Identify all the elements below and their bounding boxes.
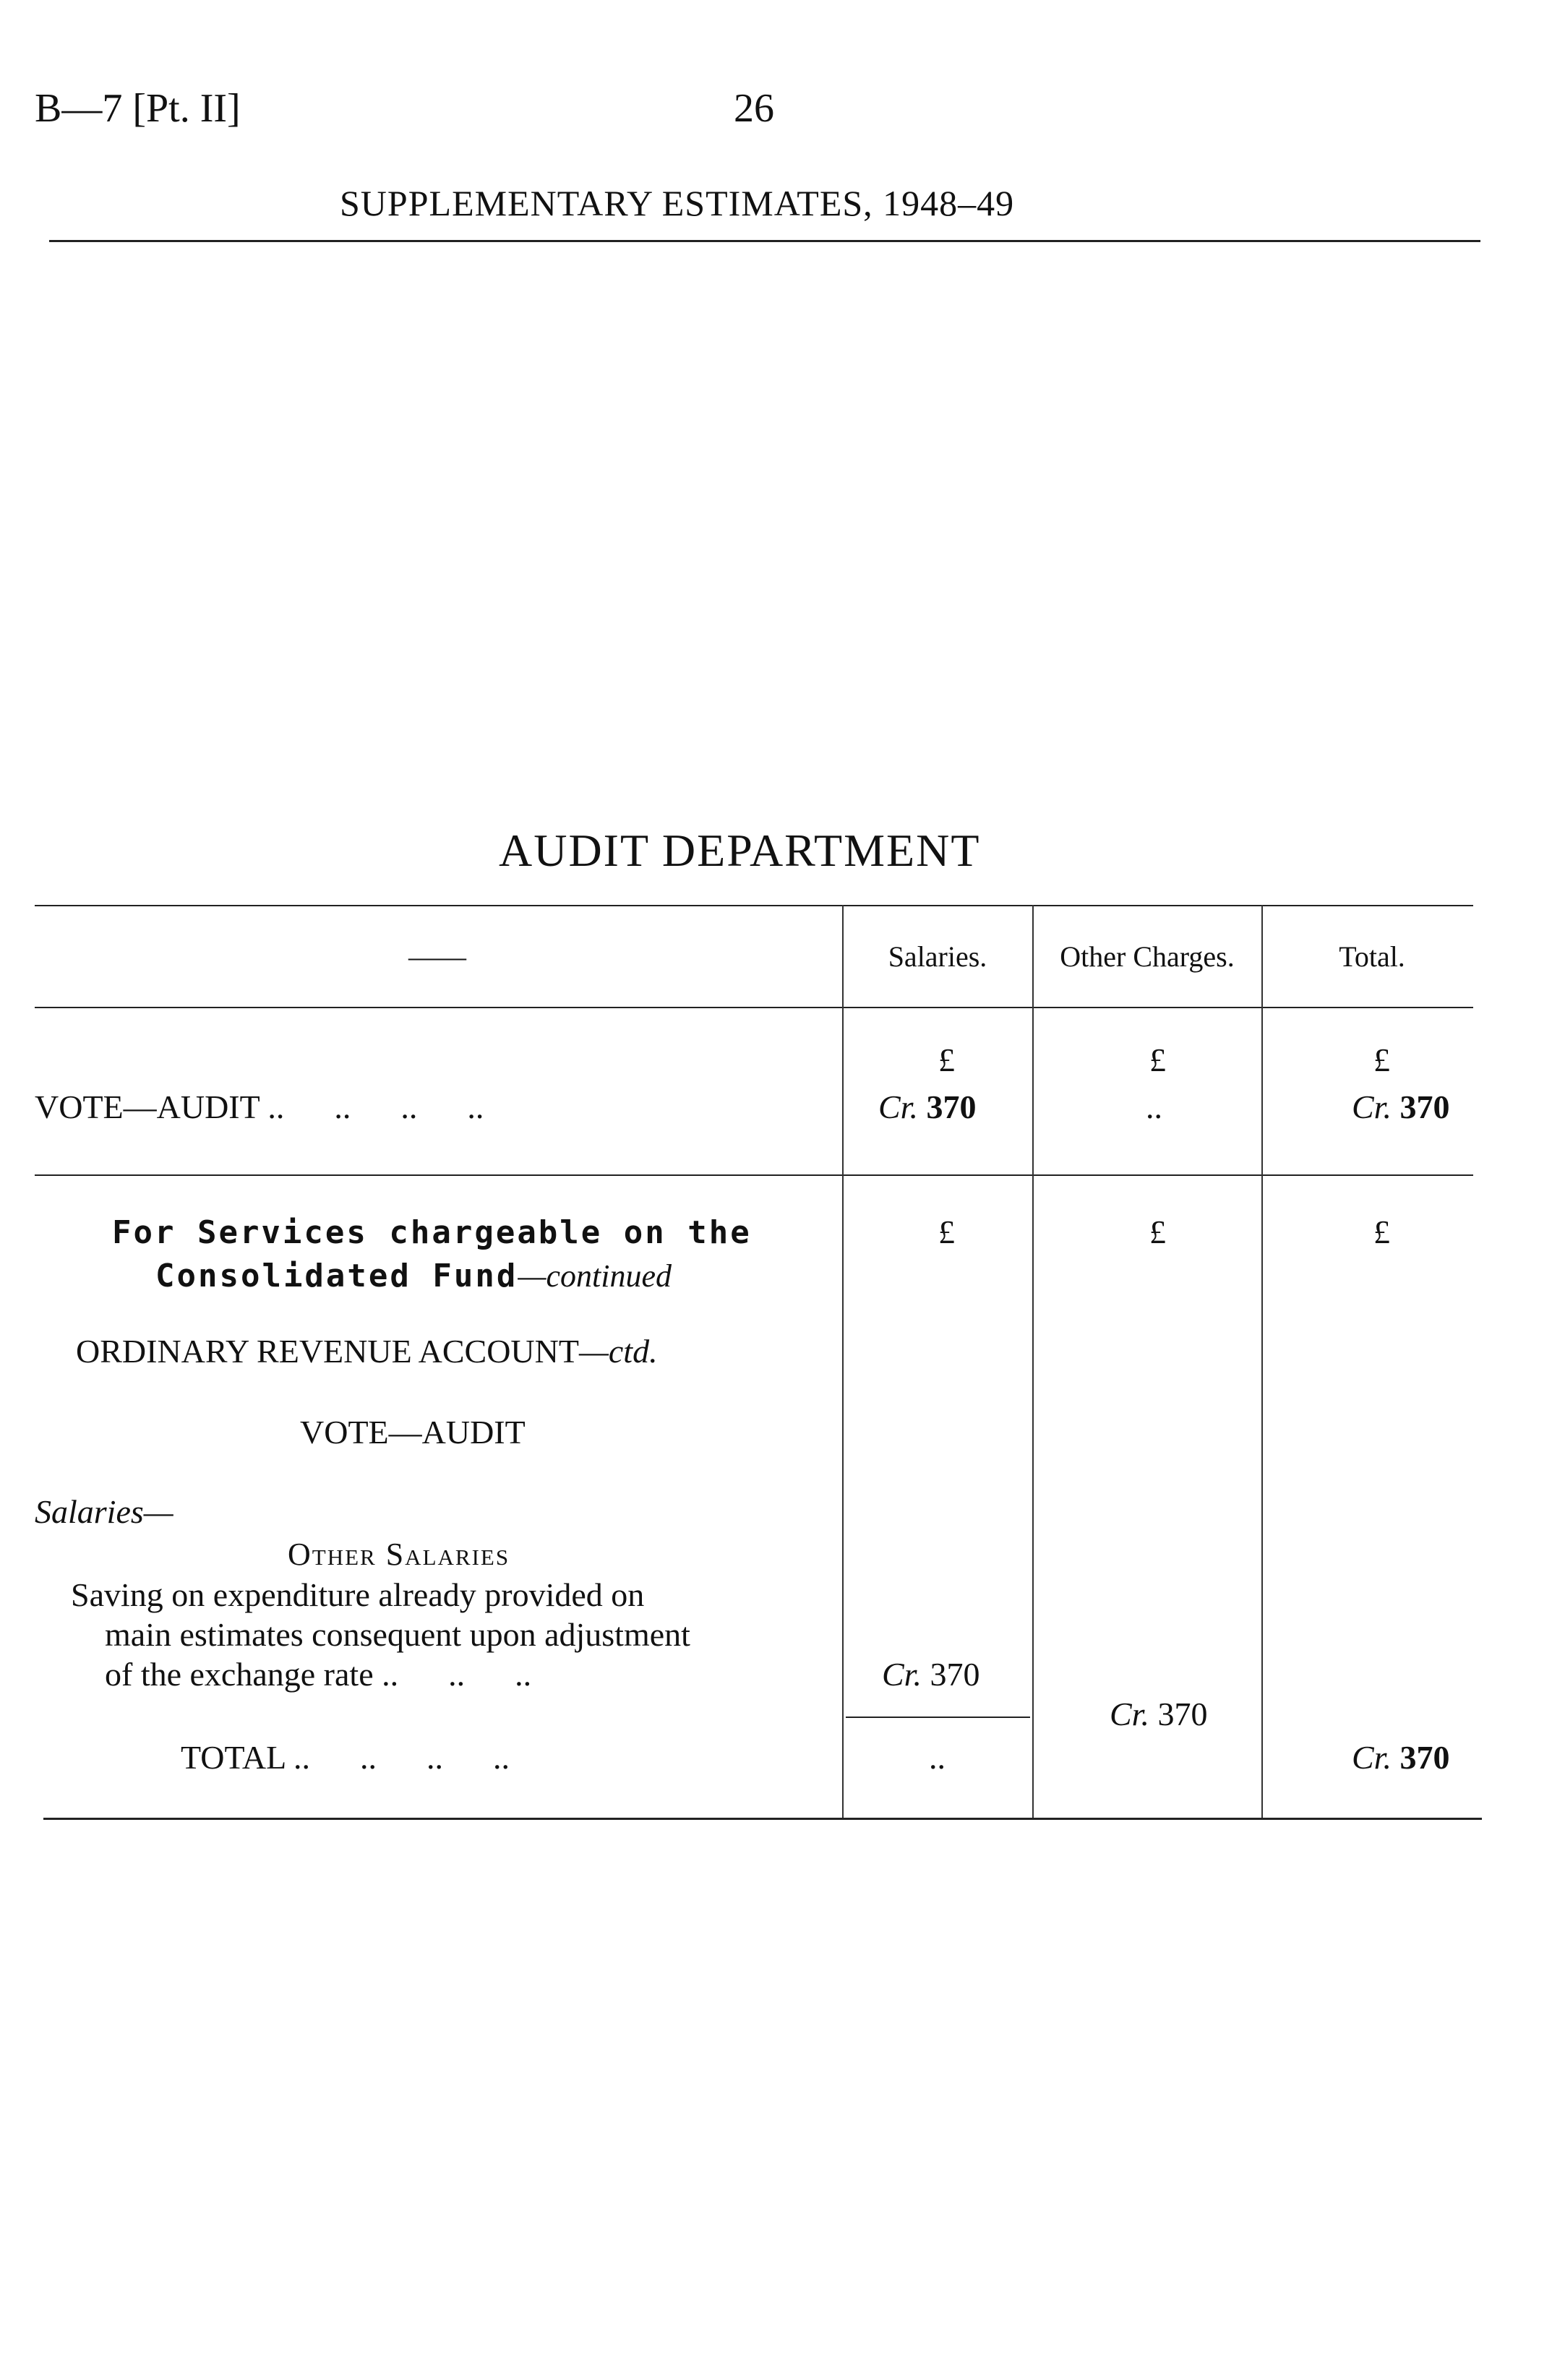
credit-marker: Cr. (878, 1088, 918, 1125)
detail-total-pound-sign: £ (1373, 1213, 1390, 1250)
salaries-subtotal-rule (846, 1717, 1030, 1718)
salaries-subhead: Salaries— (35, 1493, 173, 1530)
document-reference: B—7 [Pt. II] (35, 86, 241, 131)
item-text-line3 (105, 1655, 531, 1693)
salaries-amount: 370 (926, 1088, 977, 1125)
item-text-line3-content: of the exchange rate (105, 1656, 374, 1693)
continued-label: —continued (518, 1258, 672, 1294)
total-label: TOTAL (181, 1739, 286, 1776)
total-column-heading: Total. (1339, 940, 1405, 973)
item-salaries-value (882, 1655, 979, 1693)
dot-leaders: .. .. .. .. (293, 1739, 510, 1776)
table-head-rule (35, 1007, 1473, 1008)
account-ctd: —ctd. (578, 1333, 658, 1370)
summary-vote-label (35, 1088, 484, 1126)
page-number: 26 (734, 86, 774, 131)
dot-leaders: .. .. .. .. (267, 1088, 484, 1125)
summary-total-value (1352, 1088, 1449, 1126)
detail-salaries-pound-sign: £ (938, 1213, 955, 1250)
column-divider-salaries (842, 905, 844, 1818)
consolidated-fund-label: Consolidated Fund (155, 1258, 518, 1294)
other-subtotal-amount: 370 (1157, 1696, 1208, 1732)
vote-audit-label: VOTE—AUDIT (35, 1088, 260, 1125)
total-amount: 370 (1399, 1088, 1450, 1125)
grand-total-value (1352, 1738, 1449, 1777)
detail-other-pound-sign: £ (1149, 1213, 1166, 1250)
item-text-line2: main estimates consequent upon adjustment (105, 1616, 690, 1653)
credit-marker: Cr. (1110, 1696, 1149, 1732)
page-title: SUPPLEMENTARY ESTIMATES, 1948–49 (340, 183, 1015, 223)
services-heading-line1: For Services chargeable on the (112, 1214, 752, 1251)
grand-total-amount: 370 (1399, 1739, 1450, 1776)
header-rule (49, 240, 1480, 242)
item-heading: Other Salaries (288, 1537, 510, 1572)
other-charges-column-heading: Other Charges. (1060, 940, 1235, 973)
table-top-rule (35, 905, 1473, 906)
other-pound-sign: £ (1149, 1041, 1166, 1078)
subhead-label (35, 1492, 173, 1531)
account-name: ORDINARY REVENUE ACCOUNT (76, 1333, 579, 1370)
salaries-column-heading: Salaries. (888, 940, 987, 973)
salaries-pound-sign: £ (938, 1041, 955, 1078)
total-salaries-value: .. (929, 1739, 946, 1776)
credit-marker: Cr. (1352, 1739, 1392, 1776)
total-row-label (181, 1738, 510, 1777)
item-text-line1: Saving on expenditure already provided on (71, 1576, 645, 1613)
dot-leaders: .. .. .. (382, 1656, 532, 1693)
total-pound-sign: £ (1373, 1041, 1390, 1078)
item-salaries-amount: 370 (930, 1656, 980, 1693)
stub-column-heading: —— (408, 940, 466, 973)
vote-heading: VOTE—AUDIT (300, 1414, 526, 1451)
column-divider-other (1032, 905, 1034, 1818)
account-heading (76, 1332, 658, 1370)
table-bottom-rule (43, 1818, 1482, 1820)
section-title: AUDIT DEPARTMENT (499, 825, 981, 876)
summary-other-value: .. (1146, 1088, 1162, 1125)
summary-rule (35, 1174, 1473, 1176)
services-heading-line2 (155, 1258, 672, 1294)
other-subtotal-value (1110, 1695, 1207, 1733)
credit-marker: Cr. (882, 1656, 922, 1693)
credit-marker: Cr. (1352, 1088, 1392, 1125)
summary-salaries-value (878, 1088, 976, 1126)
column-divider-total (1261, 905, 1263, 1818)
